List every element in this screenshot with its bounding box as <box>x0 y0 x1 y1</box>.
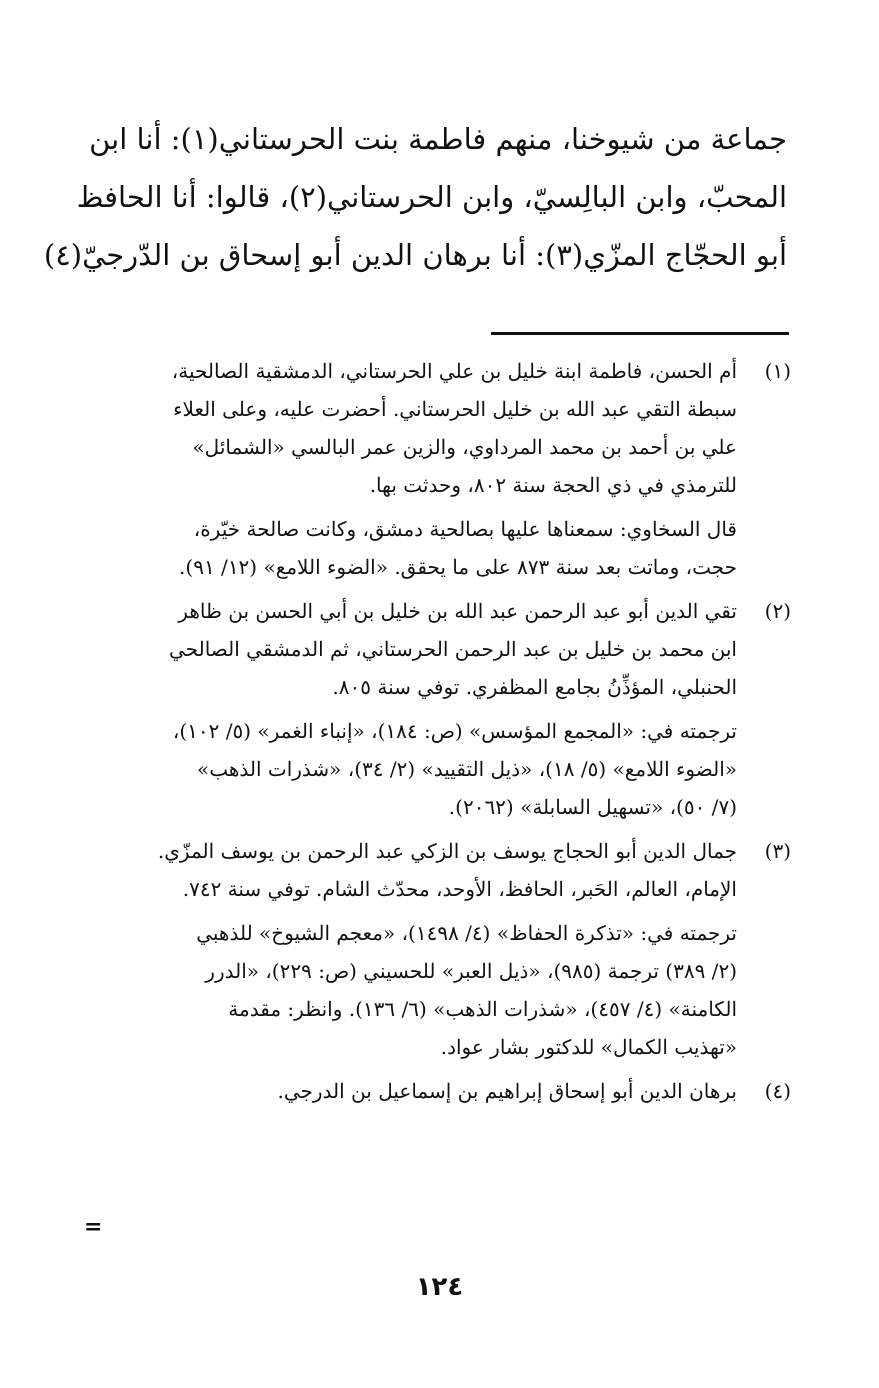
footnote-line: قال السخاوي: سمعناها عليها بصالحية دمشق، وكانت صالحة خيّرة، <box>193 517 737 541</box>
footnote-3 <box>78 832 791 1066</box>
footnote-line: (٢/ ٣٨٩) ترجمة (٩٨٥)، «ذيل العبر» للحسيني (ص: ٢٢٩)، «الدرر <box>205 959 737 983</box>
footnote-paragraph <box>78 352 737 504</box>
footnote-line: ترجمته في: «تذكرة الحفاظ» (٤/ ١٤٩٨)، «معجم الشيوخ» للذهبي <box>196 921 737 945</box>
main-text-line: أبو الحجّاج المزّي(٣): أنا برهان الدين أبو إسحاق بن الدّرجيّ(٤) <box>43 238 787 272</box>
footnote-line: «تهذيب الكمال» للدكتور بشار عواد. <box>440 1035 737 1059</box>
footnote-paragraph <box>78 1072 737 1110</box>
footnote-line: علي بن أحمد بن محمد المرداوي، والزين عمر البالسي «الشمائل» <box>192 435 737 459</box>
footnotes-section <box>78 352 791 1116</box>
footnote-line: ابن محمد بن خليل بن عبد الرحمن الحرستاني، ثم الدمشقي الصالحي <box>169 637 737 661</box>
footnote-line: (٧/ ٥٠)، «تسهيل السابلة» (٢٠٦٢). <box>448 795 737 819</box>
footnote-line: جمال الدين أبو الحجاج يوسف بن الزكي عبد الرحمن بن يوسف المزّي. <box>157 839 737 863</box>
page-number: ١٢٤ <box>415 1272 464 1302</box>
footnote-separator-rule <box>491 332 789 335</box>
main-text-line: جماعة من شيوخنا، منهم فاطمة بنت الحرستاني(١): أنا ابن <box>89 122 787 156</box>
footnote-line: برهان الدين أبو إسحاق إبراهيم بن إسماعيل بن الدرجي. <box>277 1079 737 1103</box>
footnote-number: (٤) <box>764 1079 791 1103</box>
footnote-paragraph <box>78 712 737 826</box>
footnote-line: الكامنة» (٤/ ٤٥٧)، «شذرات الذهب» (٦/ ١٣٦). وانظر: مقدمة <box>228 997 737 1021</box>
continuation-mark: = <box>84 1214 103 1240</box>
footnote-paragraph <box>78 510 737 586</box>
main-text-line: المحبّ، وابن البالِسيّ، وابن الحرستاني(٢)، قالوا: أنا الحافظ <box>76 180 787 214</box>
footnote-line: الحنبلي، المؤذِّنُ بجامع المظفري. توفي سنة ٨٠٥. <box>332 675 737 699</box>
footnote-line: للترمذي في ذي الحجة سنة ٨٠٢، وحدثت بها. <box>369 473 737 497</box>
footnote-paragraph <box>78 592 737 706</box>
footnote-line: تقي الدين أبو عبد الرحمن عبد الله بن خليل بن أبي الحسن بن ظاهر <box>178 599 737 623</box>
footnote-number: (١) <box>764 359 791 383</box>
footnote-line: حجت، وماتت بعد سنة ٨٧٣ على ما يحقق. «الضوء اللامع» (١٢/ ٩١). <box>179 555 737 579</box>
main-body-text <box>43 110 787 284</box>
footnote-line: سبطة التقي عبد الله بن خليل الحرستاني. أحضرت عليه، وعلى العلاء <box>173 397 737 421</box>
footnote-paragraph <box>78 914 737 1066</box>
footnote-4 <box>78 1072 791 1110</box>
footnote-number: (٣) <box>764 839 791 863</box>
footnote-line: ترجمته في: «المجمع المؤسس» (ص: ١٨٤)، «إنباء الغمر» (٥/ ١٠٢)، <box>172 719 737 743</box>
footnote-paragraph <box>78 832 737 908</box>
footnote-1 <box>78 352 791 586</box>
footnote-number: (٢) <box>764 599 791 623</box>
footnote-line: الإمام، العالم، الحَبر، الحافظ، الأوحد، محدّث الشام. توفي سنة ٧٤٢. <box>182 877 737 901</box>
footnote-2 <box>78 592 791 826</box>
footnote-line: «الضوء اللامع» (٥/ ١٨)، «ذيل التقييد» (٢/ ٣٤)، «شذرات الذهب» <box>196 757 737 781</box>
footnote-line: أم الحسن، فاطمة ابنة خليل بن علي الحرستاني، الدمشقية الصالحية، <box>171 359 737 383</box>
